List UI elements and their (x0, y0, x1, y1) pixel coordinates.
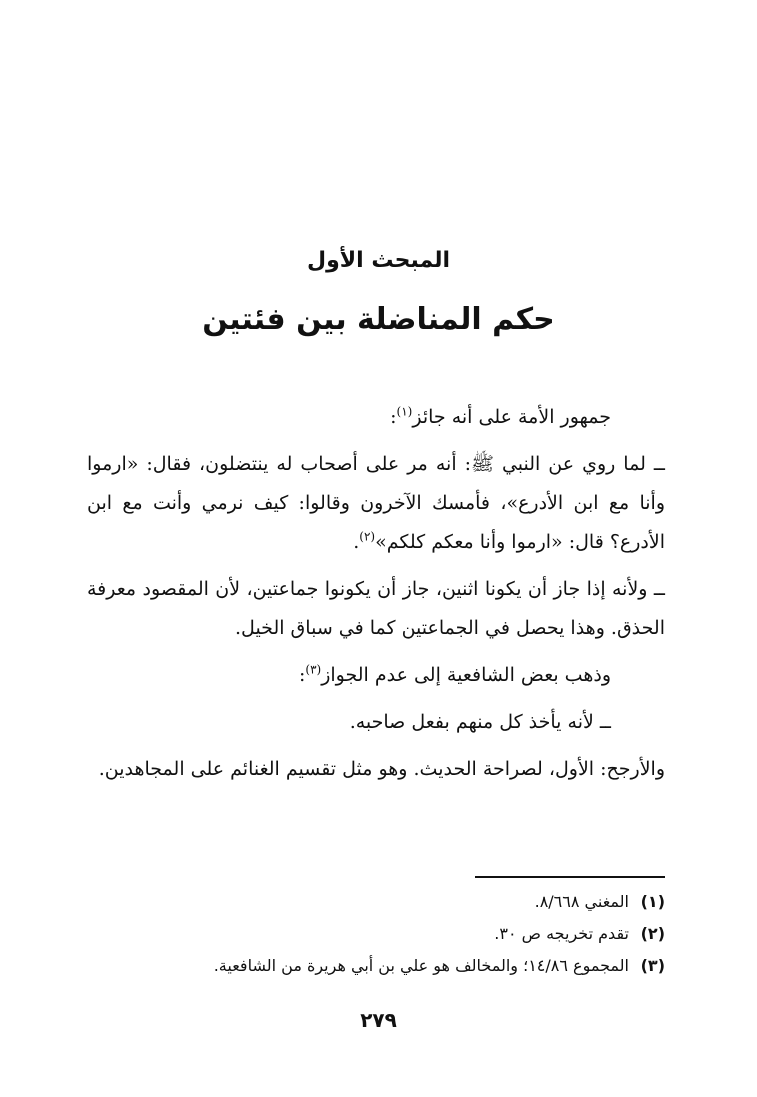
footnote-text: المغني ٨/٦٦٨. (534, 892, 629, 911)
footnote-number: (٢) (640, 924, 665, 943)
paragraph-4-text: وذهب بعض الشافعية إلى عدم الجواز (321, 664, 611, 686)
footnote-item (87, 950, 665, 982)
section-title: حكم المناضلة بين فئتين (202, 302, 555, 337)
footnote-ref-3: (٣) (305, 662, 322, 677)
footnote-number: (١) (640, 892, 665, 911)
footnote-text: تقدم تخريجه ص ٣٠. (494, 924, 629, 943)
footnote-ref-1: (١) (396, 404, 413, 419)
footnote-separator (475, 876, 665, 878)
footnote-item (87, 886, 665, 918)
page-number: ٢٧٩ (360, 1008, 397, 1032)
footnote-ref-2: (٢) (359, 529, 376, 544)
paragraph-1-text: جمهور الأمة على أنه جائز (412, 406, 611, 428)
footnote-number: (٣) (640, 956, 665, 975)
footnote-item (87, 918, 665, 950)
paragraph-3: ــ ولأنه إذا جاز أن يكونا اثنين، جاز أن يكونوا جماعتين، لأن المقصود معرفة الحذق. وهذا يحصل في الجماعتين كما في سباق الخيل. (87, 578, 665, 639)
paragraph-2-text: ــ لما روي عن النبي ﷺ: أنه مر على أصحاب له ينتضلون، فقال: «ارموا وأنا مع ابن الأدرع»، فأمسك الآخرون وقالوا: كيف نرمي وأنت مع ابن الأدرع؟ قال: «ارموا وأنا معكم كلكم» (87, 453, 665, 553)
paragraph-1 (87, 398, 665, 437)
footnote-text: المجموع ١٤/٨٦؛ والمخالف هو علي بن أبي هريرة من الشافعية. (213, 956, 629, 975)
paragraph-6: والأرجح: الأول، لصراحة الحديث. وهو مثل تقسيم الغنائم على المجاهدين. (98, 758, 665, 780)
paragraph-2-end: . (353, 531, 360, 553)
body-text (87, 398, 665, 797)
paragraph-2 (87, 445, 665, 562)
paragraph-4-end: : (298, 664, 306, 686)
paragraph-4 (87, 656, 665, 695)
paragraph-1-end: : (390, 406, 397, 428)
paragraph-5: ــ لأنه يأخذ كل منهم بفعل صاحبه. (349, 711, 611, 733)
footnotes (87, 886, 665, 982)
section-label: المبحث الأول (306, 248, 451, 273)
